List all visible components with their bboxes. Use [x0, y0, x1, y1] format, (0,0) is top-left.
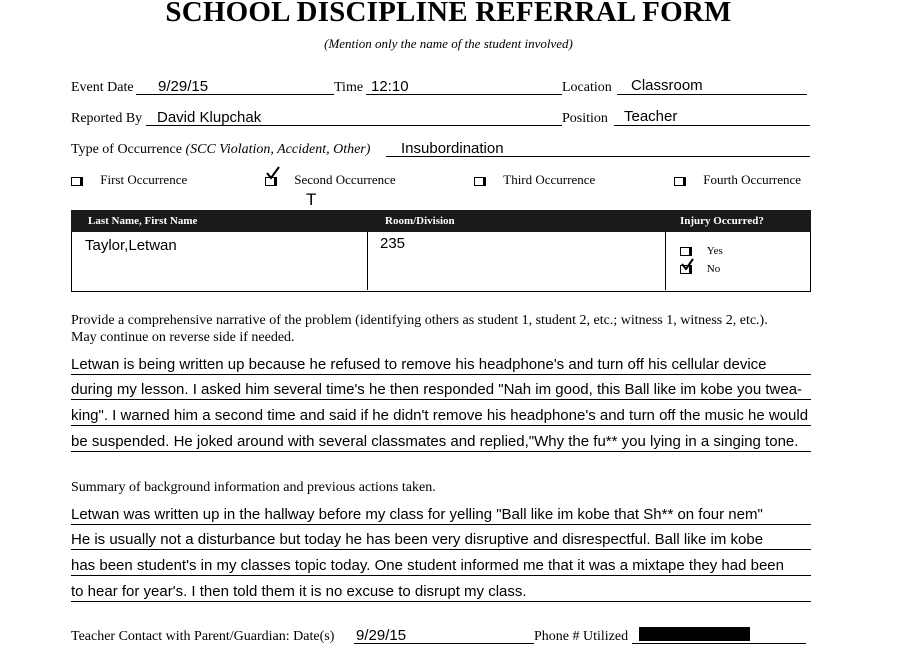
narrative-line[interactable]: Letwan is being written up because he refused to remove his headphone's and turn off his cellular device [71, 356, 811, 375]
checked-checkbox[interactable] [265, 172, 277, 188]
summary-line[interactable]: Letwan was written up in the hallway before my class for yelling "Ball like im kobe that Sh** on four nem" [71, 506, 811, 525]
checkmark-icon [681, 258, 694, 271]
table-divider [367, 232, 368, 290]
checked-checkbox[interactable] [680, 263, 692, 275]
occurrence-type-label [71, 142, 370, 158]
table-divider [665, 232, 666, 290]
location-line [617, 94, 807, 95]
stray-mark: T [306, 190, 317, 209]
narrative-line[interactable]: during my lesson. I asked him several time's he then responded "Nah im good, this Ball like im kobe you twea- [71, 381, 811, 400]
third-occurrence-option[interactable] [474, 172, 595, 188]
checkmark-icon [266, 166, 280, 180]
redacted-phone-number [639, 627, 750, 641]
form-title: SCHOOL DISCIPLINE REFERRAL FORM [165, 0, 732, 28]
injury-yes-option[interactable] [680, 245, 723, 257]
first-occurrence-label: First Occurrence [100, 172, 188, 187]
time-label: Time [334, 80, 364, 95]
occurrence-type-label-text: Type of Occurrence [71, 142, 182, 157]
student-room-cell[interactable]: 235 [380, 235, 406, 252]
contact-date-value[interactable]: 9/29/15 [356, 627, 407, 644]
header-room: Room/Division [385, 215, 455, 227]
checkbox-icon[interactable] [474, 177, 486, 186]
second-occurrence-option[interactable] [265, 172, 396, 188]
third-occurrence-label: Third Occurrence [503, 172, 596, 187]
summary-line[interactable]: has been student's in my classes topic today. One student informed me that it was a mixtape they had been [71, 557, 811, 576]
student-table-header [71, 210, 811, 232]
checkbox-icon[interactable] [71, 177, 83, 186]
student-name-cell[interactable]: Taylor,Letwan [85, 237, 177, 254]
summary-line[interactable]: He is usually not a disturbance but today he has been very disruptive and disrespectful. Ball like im kobe [71, 531, 811, 550]
fourth-occurrence-option[interactable] [674, 172, 801, 188]
narrative-line[interactable]: king". I warned him a second time and said if he didn't remove his headphone's and turn off the music he would [71, 407, 811, 426]
event-date-value[interactable]: 9/29/15 [158, 78, 209, 95]
phone-label: Phone # Utilized [534, 629, 629, 644]
injury-no-option[interactable] [680, 263, 720, 275]
time-value[interactable]: 12:10 [371, 78, 409, 95]
location-value[interactable]: Classroom [631, 77, 703, 94]
summary-prompt: Summary of background information and previous actions taken. [71, 480, 436, 495]
header-name: Last Name, First Name [88, 215, 198, 227]
injury-no-label: No [706, 263, 721, 275]
position-label: Position [562, 111, 608, 126]
location-label: Location [562, 80, 612, 95]
narrative-line[interactable]: be suspended. He joked around with several classmates and replied,"Why the fu** you lying in a singing tone. [71, 433, 811, 452]
checkbox-icon[interactable] [680, 247, 692, 256]
reported-by-value[interactable]: David Klupchak [157, 109, 262, 126]
first-occurrence-option[interactable] [71, 172, 187, 188]
position-line [614, 125, 810, 126]
occurrence-type-value[interactable]: Insubordination [401, 140, 504, 157]
fourth-occurrence-label: Fourth Occurrence [703, 172, 802, 187]
summary-line[interactable]: to hear for year's. I then told them it is no excuse to disrupt my class. [71, 583, 811, 602]
header-injury: Injury Occurred? [680, 215, 764, 227]
checkbox-icon[interactable] [674, 177, 686, 186]
narrative-prompt-line1: Provide a comprehensive narrative of the problem (identifying others as student 1, student 2, etc.; witness 1, witness 2, etc.). [71, 313, 768, 328]
event-date-label: Event Date [71, 80, 134, 95]
second-occurrence-label: Second Occurrence [294, 172, 396, 187]
reported-by-label: Reported By [71, 111, 143, 126]
injury-yes-label: Yes [706, 245, 723, 257]
narrative-prompt-line2: May continue on reverse side if needed. [71, 330, 295, 345]
form-subtitle: (Mention only the name of the student involved) [324, 36, 573, 51]
contact-label: Teacher Contact with Parent/Guardian: Date(s) [71, 629, 335, 644]
position-value[interactable]: Teacher [624, 108, 678, 125]
occurrence-type-hint: (SCC Violation, Accident, Other) [185, 142, 371, 157]
phone-line [632, 643, 806, 644]
